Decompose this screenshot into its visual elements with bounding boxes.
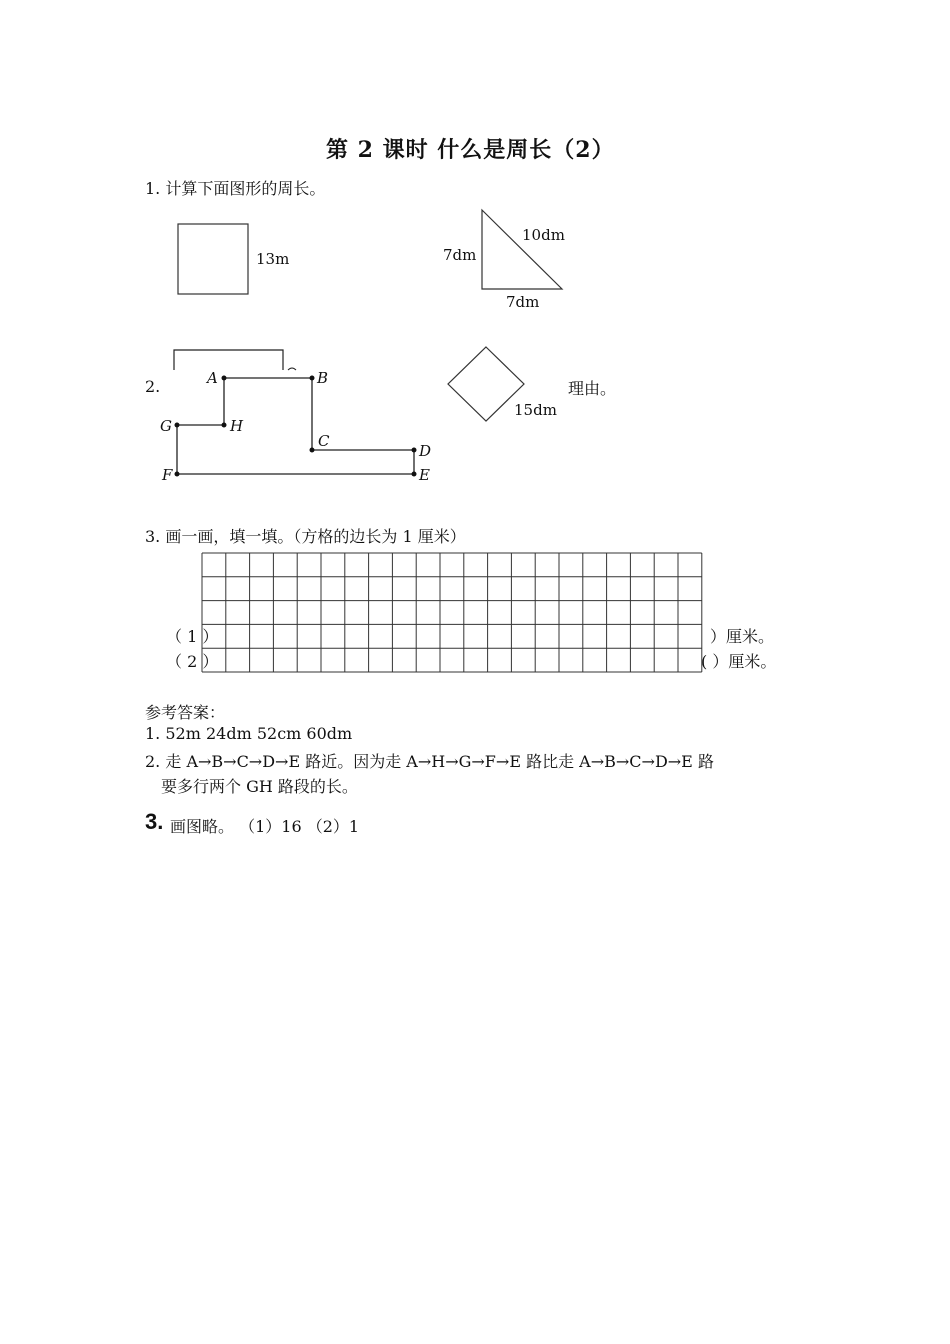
point-label-c: C [318, 432, 330, 450]
point-label-h: H [230, 417, 244, 435]
triangle-bottom-label: 7dm [506, 293, 540, 311]
answer-2-line-2: 要多行两个 GH 路段的长。 [161, 777, 358, 796]
question-1-prompt: 1. 计算下面图形的周长。 [145, 179, 326, 198]
answer-3: 画图略。 （1）16 （2）1 [170, 817, 360, 836]
triangle-hypotenuse-label: 10dm [522, 226, 565, 244]
square-grid [202, 553, 702, 672]
point-a [222, 376, 227, 381]
point-h [222, 423, 227, 428]
answers-heading: 参考答案： [145, 703, 226, 722]
point-g [175, 423, 180, 428]
point-d [412, 448, 417, 453]
answer-1: 1. 52m 24dm 52cm 60dm [145, 724, 353, 743]
question-3-prompt: 3. 画一画，填一填。（方格的边长为 1 厘米） [145, 527, 466, 546]
square-figure [178, 224, 248, 294]
page-title: 第 2 课时 什么是周长（2） [326, 137, 615, 163]
point-f [175, 472, 180, 477]
point-e [412, 472, 417, 477]
square-side-label: 13m [256, 250, 290, 268]
point-c [310, 448, 315, 453]
diamond-figure [448, 347, 524, 421]
point-b [310, 376, 315, 381]
answer-3-number: 3. [145, 809, 164, 834]
right-triangle-figure [482, 210, 562, 289]
blank-1-close: ）厘米。 [710, 627, 775, 646]
point-label-e: E [419, 466, 430, 484]
blank-2-close: ( ）厘米。 [701, 652, 777, 671]
point-label-d: D [419, 442, 432, 460]
point-label-g: G [160, 417, 172, 435]
answer-2-line-1: 2. 走 A→B→C→D→E 路近。因为走 A→H→G→F→E 路比走 A→B→C→D→E 路 [145, 752, 714, 771]
reason-text: 理由。 [568, 379, 617, 398]
blank-1-open: （ 1 ） [166, 627, 219, 646]
question-2-number: 2. [145, 377, 161, 396]
path-figure [177, 378, 414, 474]
blank-2-open: （ 2 ） [166, 652, 219, 671]
triangle-left-label: 7dm [443, 246, 477, 264]
diamond-side-label: 15dm [514, 401, 557, 419]
point-label-b: B [317, 369, 329, 387]
cropped-figure [174, 350, 283, 370]
point-label-f: F [162, 466, 173, 484]
point-label-a: A [207, 369, 218, 387]
cropped-figure-mark [288, 368, 296, 370]
